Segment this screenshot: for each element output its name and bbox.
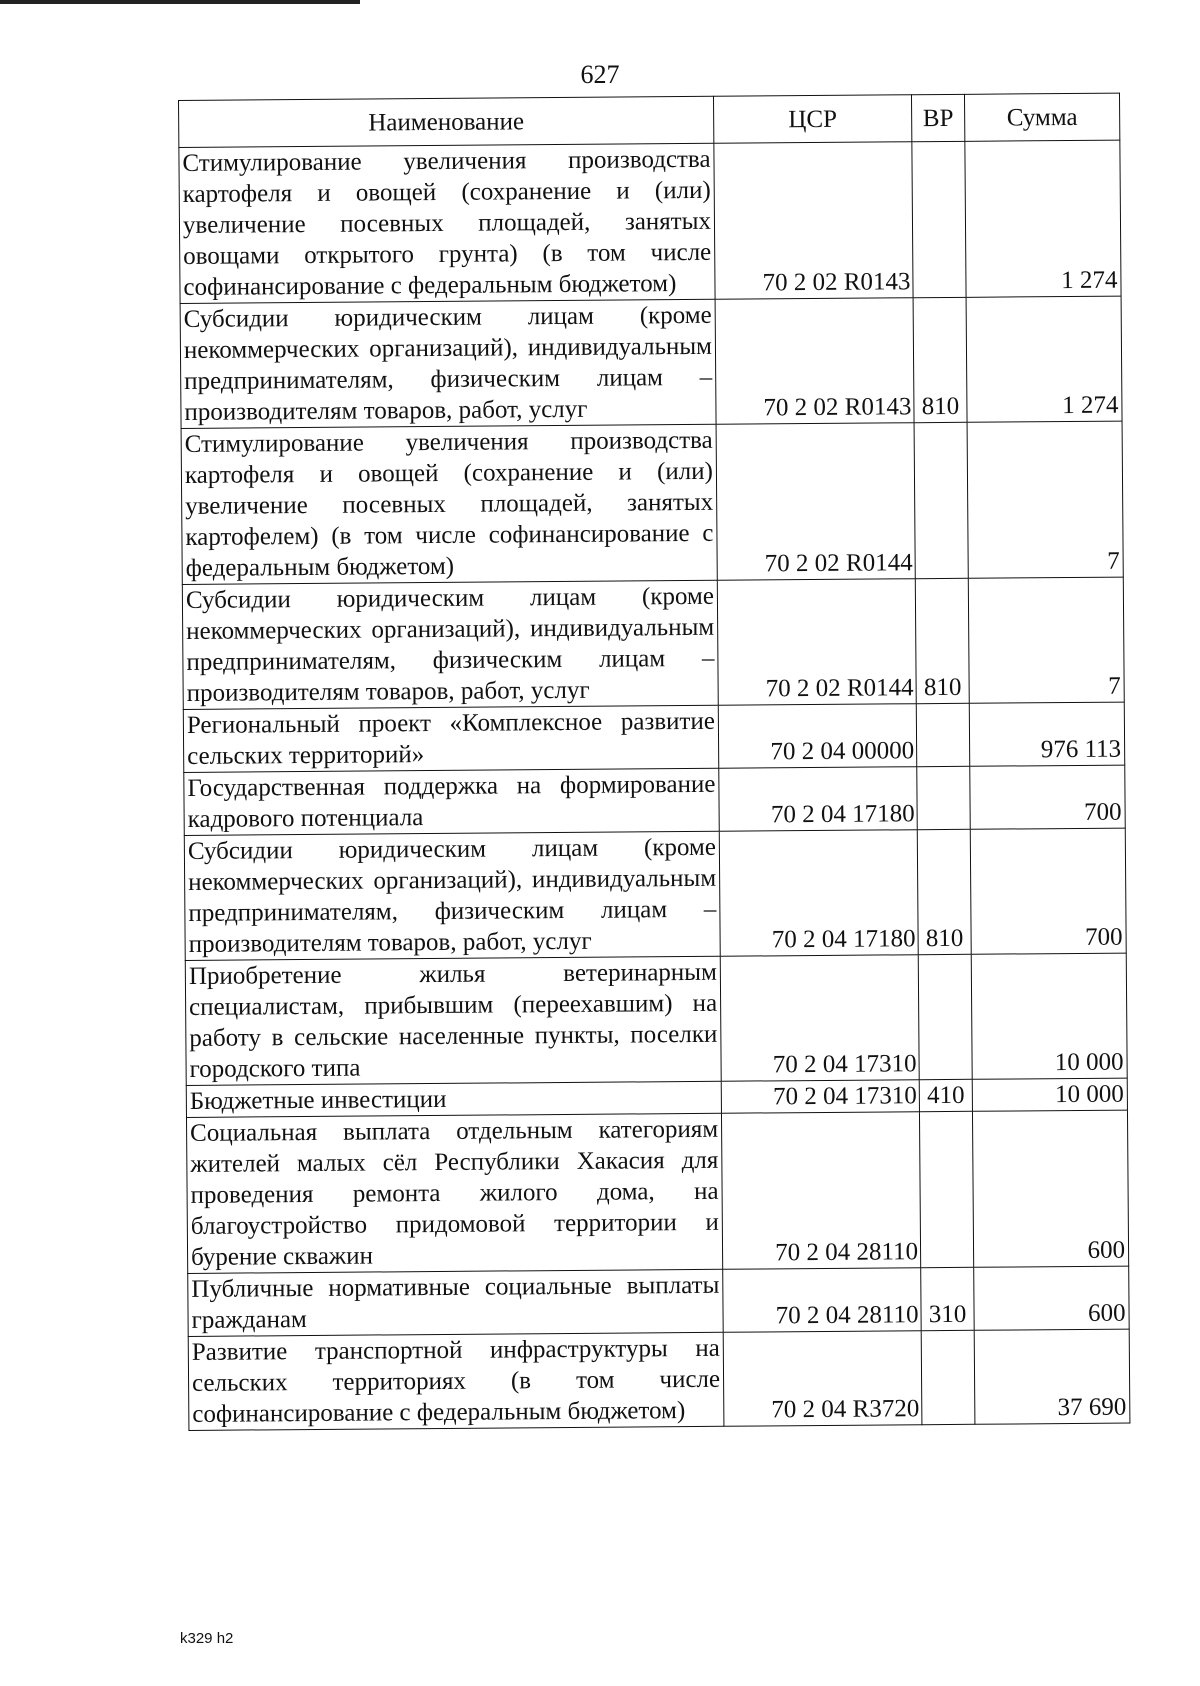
row-name-cell: Стимулирование увеличения производства картофеля и овощей (сохранение и (или) увеличение посевных площадей, занятых овощами открытого грунта) (в том числе софинансирование с федеральным бюджетом) [179, 143, 715, 303]
header-sum: Сумма [964, 93, 1119, 141]
table-row [183, 702, 1124, 772]
row-name-cell: Приобретение жилья ветеринарным специалистам, прибывшим (переехавшим) на работу в сельские населенные пункты, поселки городского типа [185, 956, 721, 1085]
row-csr-cell: 70 2 04 28110 [723, 1268, 921, 1333]
row-sum-cell: 700 [970, 765, 1125, 829]
row-name-cell: Стимулирование увеличения производства картофеля и овощей (сохранение и (или) увеличение посевных площадей, занятых картофелем) (в том числе софинансирование с федеральным бюджетом) [181, 424, 717, 584]
row-name-cell: Региональный проект «Комплексное развитие сельских территорий» [183, 705, 718, 772]
row-sum-cell: 1 274 [966, 296, 1122, 422]
row-name-cell: Государственная поддержка на формирование кадрового потенциала [184, 768, 719, 835]
row-csr-cell: 70 2 04 17180 [719, 767, 917, 832]
row-sum-cell: 37 690 [974, 1329, 1130, 1424]
row-sum-cell: 600 [972, 1110, 1128, 1267]
row-csr-cell: 70 2 02 R0144 [717, 579, 916, 706]
row-csr-cell: 70 2 02 R0143 [714, 142, 913, 300]
row-sum-cell: 10 000 [971, 953, 1127, 1079]
row-name-cell: Бюджетные инвестиции [186, 1081, 721, 1117]
row-name-cell: Социальная выплата отдельным категориям жителей малых сёл Республики Хакасия для проведения ремонта жилого дома, на благоустройство придомовой территории и бурение скважин [186, 1113, 722, 1273]
table-header-row [179, 93, 1120, 147]
header-name: Наименование [179, 96, 714, 147]
table-body [179, 140, 1130, 1430]
table-row [188, 1266, 1129, 1336]
row-name-cell: Развитие транспортной инфраструктуры на сельских территориях (в том числе софинансирование с федеральным бюджетом) [188, 1332, 724, 1430]
row-sum-cell: 600 [974, 1266, 1129, 1330]
row-csr-cell: 70 2 04 17180 [719, 830, 918, 957]
row-vr-cell: 310 [921, 1267, 974, 1330]
table-row [180, 296, 1122, 428]
row-csr-cell: 70 2 04 R3720 [723, 1331, 922, 1427]
row-vr-cell [916, 703, 969, 766]
table-row [179, 140, 1121, 303]
row-vr-cell [917, 766, 970, 829]
table-row [184, 828, 1126, 960]
row-csr-cell: 70 2 04 17310 [721, 1080, 919, 1114]
row-sum-cell: 7 [967, 421, 1123, 578]
row-vr-cell: 810 [915, 578, 969, 703]
row-csr-cell: 70 2 04 17310 [720, 955, 919, 1082]
budget-table [178, 93, 1130, 1431]
header-vr: ВР [911, 94, 964, 141]
row-name-cell: Субсидии юридическим лицам (кроме некоммерческих организаций), индивидуальным предпринимателям, физическим лицам – производителям товаров, работ, услуг [182, 580, 718, 709]
row-vr-cell [919, 1111, 973, 1267]
row-vr-cell [918, 954, 972, 1079]
row-csr-cell: 70 2 02 R0143 [715, 298, 914, 425]
row-name-cell: Субсидии юридическим лицам (кроме некоммерческих организаций), индивидуальным предпринимателям, физическим лицам – производителям товаров, работ, услуг [184, 831, 720, 960]
table-row [184, 765, 1125, 835]
row-sum-cell: 7 [968, 577, 1124, 703]
row-vr-cell [914, 422, 968, 578]
page-number: 627 [580, 60, 620, 89]
row-csr-cell: 70 2 04 00000 [718, 704, 916, 769]
row-vr-cell [921, 1330, 975, 1424]
row-name-cell: Публичные нормативные социальные выплаты гражданам [188, 1269, 723, 1336]
row-sum-cell: 700 [970, 828, 1126, 954]
row-vr-cell [912, 141, 966, 297]
row-name-cell: Субсидии юридическим лицам (кроме некоммерческих организаций), индивидуальным предпринимателям, физическим лицам – производителям товаров, работ, услуг [180, 299, 716, 428]
row-sum-cell: 10 000 [972, 1078, 1127, 1111]
row-sum-cell: 976 113 [969, 702, 1124, 766]
row-vr-cell: 410 [919, 1079, 972, 1111]
table-row [186, 1110, 1128, 1273]
row-sum-cell: 1 274 [965, 140, 1121, 297]
header-csr: ЦСР [713, 95, 911, 144]
row-vr-cell: 810 [913, 297, 967, 422]
row-csr-cell: 70 2 02 R0144 [716, 423, 915, 581]
table-row [182, 577, 1124, 709]
table-row [181, 421, 1123, 584]
footer-code: k329 h2 [180, 1630, 234, 1647]
scan-edge-mark [0, 0, 360, 4]
row-vr-cell: 810 [917, 829, 971, 954]
table-row [188, 1329, 1130, 1430]
table-row [185, 953, 1127, 1085]
row-csr-cell: 70 2 04 28110 [721, 1112, 920, 1270]
